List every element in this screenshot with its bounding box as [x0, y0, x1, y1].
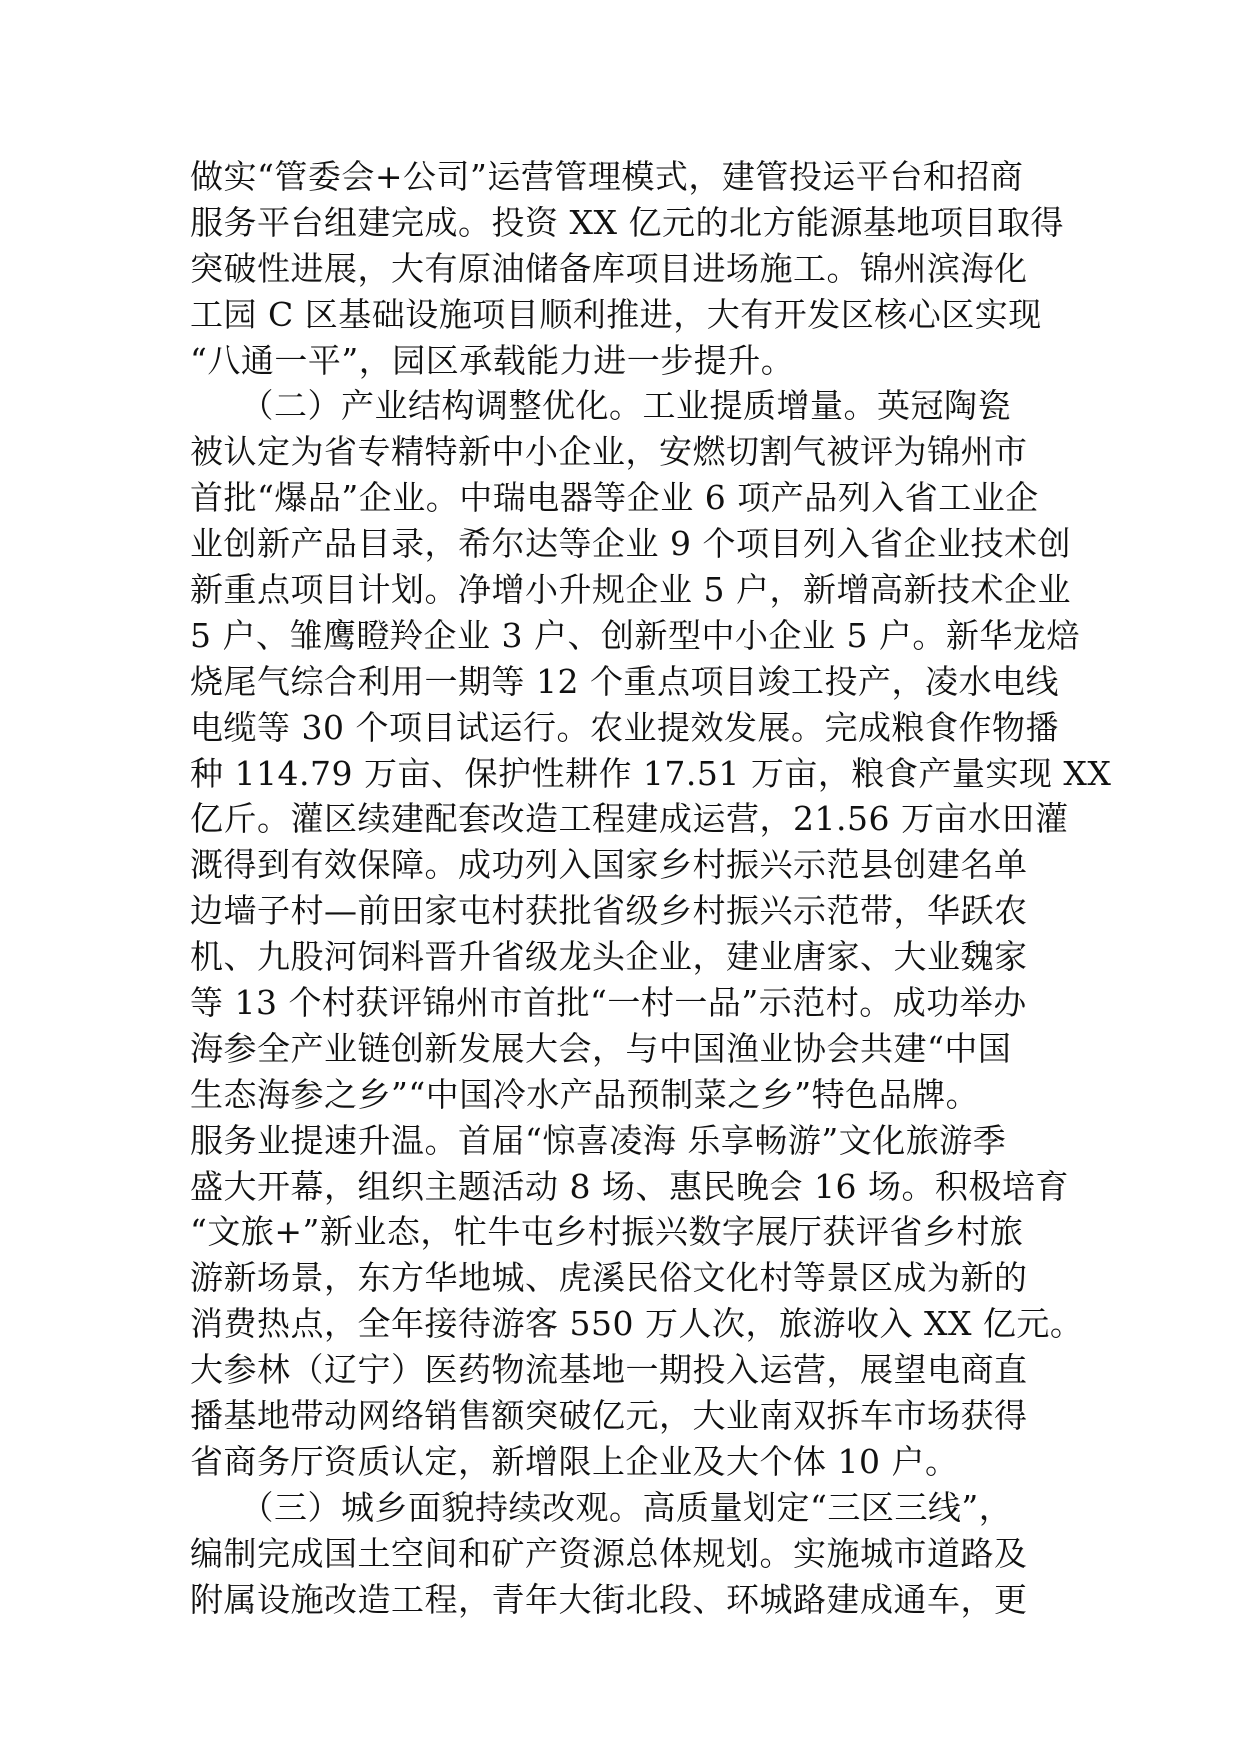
- text-line: 海参全产业链创新发展大会，与中国渔业协会共建“中国: [190, 1028, 1012, 1068]
- text-line: 首批“爆品”企业。中瑞电器等企业 6 项产品列入省工业企: [190, 478, 1039, 518]
- text-line: 业创新产品目录，希尔达等企业 9 个项目列入省企业技术创: [190, 524, 1071, 564]
- text-line: “八通一平”，园区承载能力进一步提升。: [190, 340, 795, 380]
- text-line: 种 114.79 万亩、保护性耕作 17.51 万亩，粮食产量实现 XX: [190, 753, 1112, 793]
- text-line: 附属设施改造工程，青年大街北段、环城路建成通车，更: [190, 1579, 1028, 1619]
- text-line: 新重点项目计划。净增小升规企业 5 户，新增高新技术企业: [190, 570, 1071, 610]
- text-line: 等 13 个村获评锦州市首批“一村一品”示范村。成功举办: [190, 983, 1027, 1023]
- text-line: 5 户、雏鹰瞪羚企业 3 户、创新型中小企业 5 户。新华龙焙: [190, 615, 1080, 655]
- text-line: 省商务厅资质认定，新增限上企业及大个体 10 户。: [190, 1441, 959, 1481]
- text-line: 突破性进展，大有原油储备库项目进场施工。锦州滨海化: [190, 248, 1028, 288]
- text-line: 溉得到有效保障。成功列入国家乡村振兴示范县创建名单: [190, 845, 1028, 885]
- text-line: 烧尾气综合利用一期等 12 个重点项目竣工投产，凌水电线: [190, 661, 1059, 701]
- text-line: 做实“管委会+公司”运营管理模式，建管投运平台和招商: [190, 157, 1024, 196]
- body-text: [190, 154, 1112, 1623]
- text-line: 工园 C 区基础设施项目顺利推进，大有开发区核心区实现: [190, 294, 1042, 334]
- text-line: 大参林（辽宁）医药物流基地一期投入运营，展望电商直: [190, 1350, 1028, 1390]
- text-line: 播基地带动网络销售额突破亿元，大业南双拆车市场获得: [190, 1396, 1028, 1436]
- text-line: “文旅+”新业态，牤牛屯乡村振兴数字展厅获评省乡村旅: [190, 1212, 1024, 1252]
- text-line: 亿斤。灌区续建配套改造工程建成运营，21.56 万亩水田灌: [190, 799, 1069, 839]
- text-line: 被认定为省专精特新中小企业，安燃切割气被评为锦州市: [190, 432, 1028, 472]
- text-line: 服务业提速升温。首届“惊喜凌海 乐享畅游”文化旅游季: [190, 1120, 1007, 1160]
- text-line: 服务平台组建完成。投资 XX 亿元的北方能源基地项目取得: [190, 202, 1064, 242]
- text-line: 机、九股河饲料晋升省级龙头企业，建业唐家、大业魏家: [190, 937, 1028, 977]
- text-line: 消费热点，全年接待游客 550 万人次，旅游收入 XX 亿元。: [190, 1304, 1084, 1344]
- section-heading-line: （二）产业结构调整优化。工业提质增量。英冠陶瓷: [190, 386, 1011, 426]
- text-line: 电缆等 30 个项目试运行。农业提效发展。完成粮食作物播: [190, 707, 1059, 747]
- text-line: 生态海参之乡”“中国冷水产品预制菜之乡”特色品牌。: [190, 1074, 980, 1114]
- section-heading-line: （三）城乡面貌持续改观。高质量划定“三区三线”，: [190, 1487, 1013, 1527]
- text-line: 游新场景，东方华地城、虎溪民俗文化村等景区成为新的: [190, 1258, 1028, 1298]
- text-line: 边墙子村—前田家屯村获批省级乡村振兴示范带，华跃农: [190, 891, 1028, 931]
- text-line: 编制完成国土空间和矿产资源总体规划。实施城市道路及: [190, 1533, 1028, 1573]
- text-line: 盛大开幕，组织主题活动 8 场、惠民晚会 16 场。积极培育: [190, 1166, 1069, 1206]
